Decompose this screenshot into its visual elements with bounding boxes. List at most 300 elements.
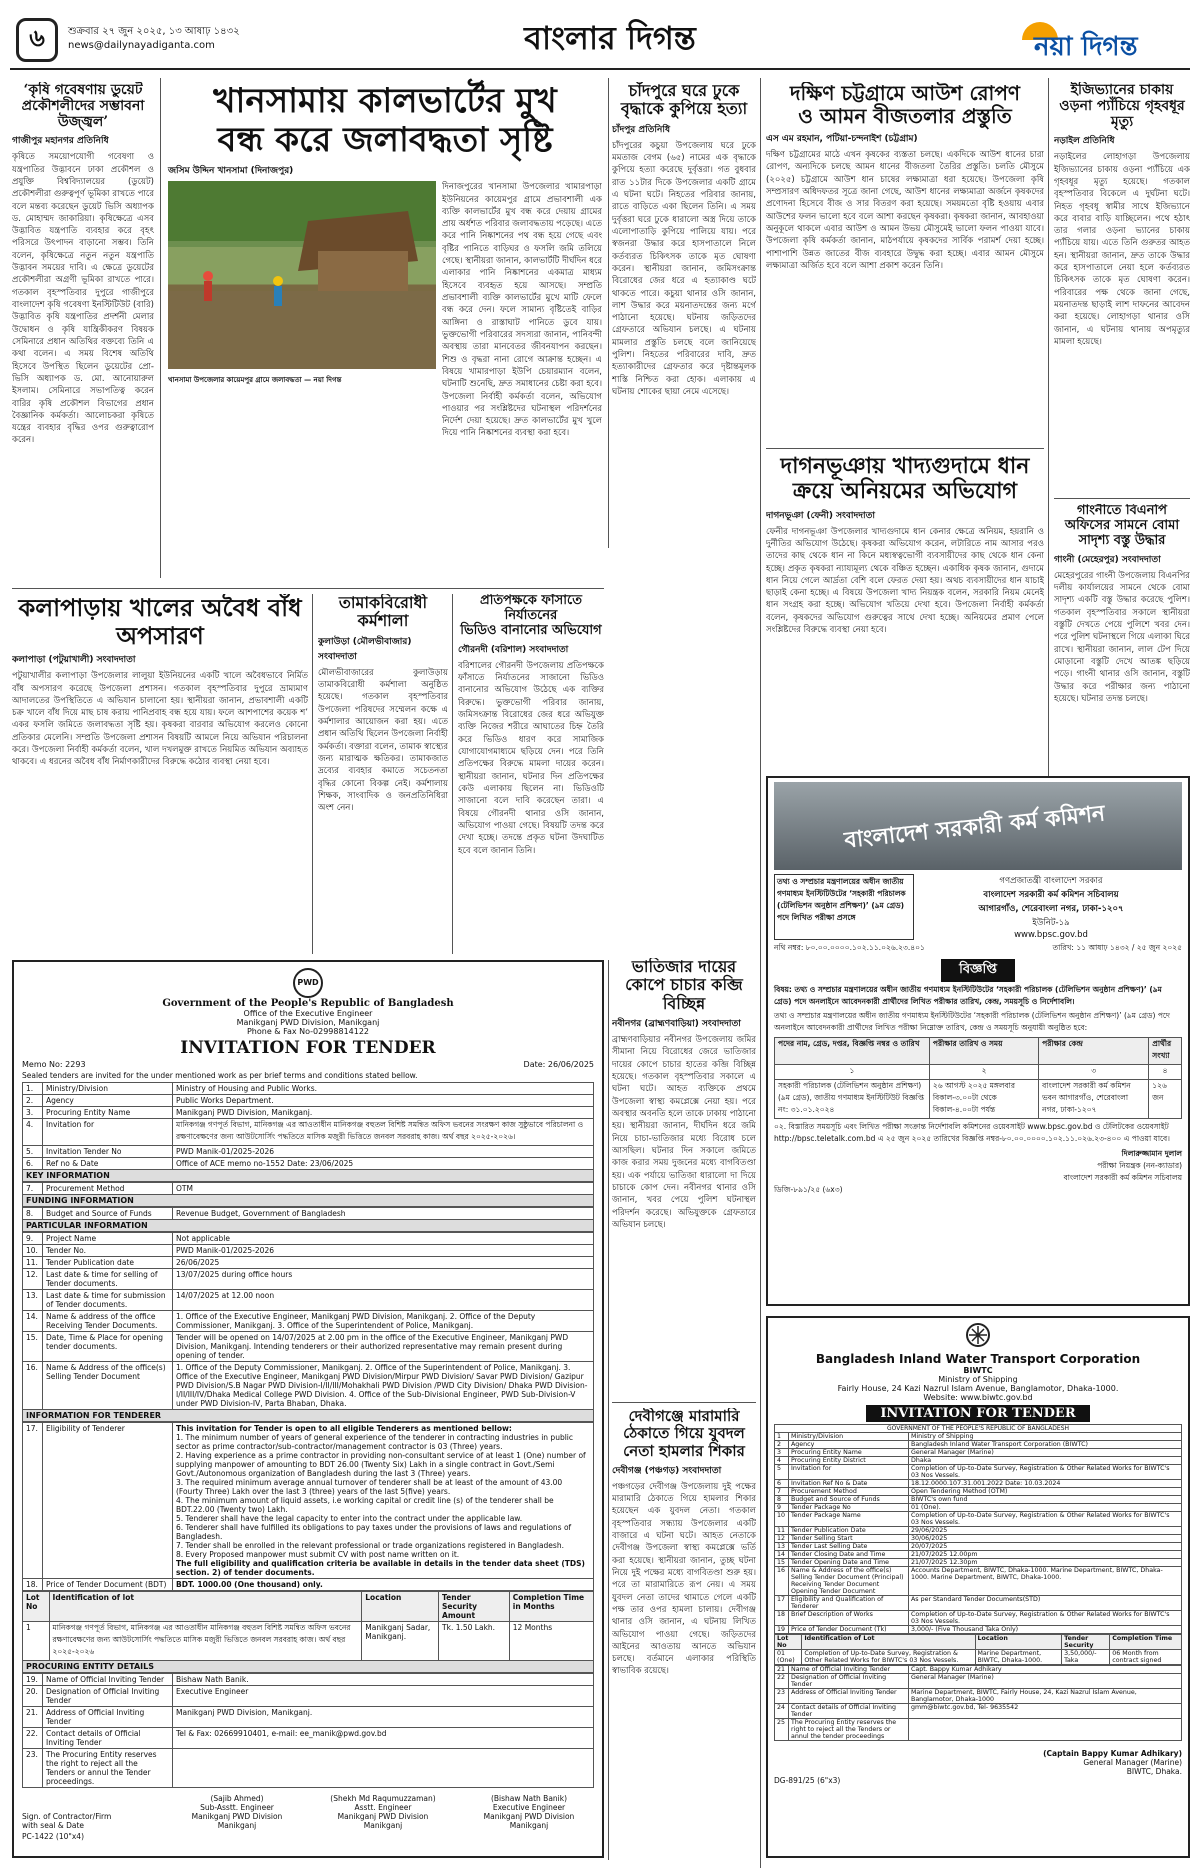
table-row <box>775 1543 1182 1551</box>
article-body: দিনাজপুরের খানসামা উপজেলার খামারপাড়া ইউনিয়নের কায়েমপুর গ্রামে প্রভাবশালী এক ব্যক্তি কালভার্টের মুখ বন্ধ করে দেয়ায় গ্রামের প্রায় অর্ধশত পরিবার জলাবদ্ধতায় পড়েছে। এতে করে পানি নিষ্কাশনের পথ বন্ধ হয়ে গেছে এবং বৃষ্টির পানিতে বাড়িঘর ও ফসলি জমি তলিয়ে গেছে। স্থানীয়রা জানান, কালভার্টটি দীর্ঘদিন ধরে এলাকার পানি নিষ্কাশনের একমাত্র মাধ্যম হিসেবে ব্যবহৃত হয়ে আসছে। সম্প্রতি প্রভাবশালী ব্যক্তি কালভার্টের মুখে মাটি ফেলে বন্ধ করে দেন। ফলে সামান্য বৃষ্টিতেই বাড়ির আঙ্গিনা ও রাস্তাঘাট পানিতে ডুবে যায়। ভুক্তভোগী পরিবারের সদস্যরা জানান, পানিবন্দী অবস্থায় তারা মানবেতর জীবনযাপন করছেন। শিশু ও বৃদ্ধরা নানা রোগে আক্রান্ত হচ্ছেন। এ বিষয়ে খামারপাড়া ইউপি চেয়ারম্যান বলেন, ঘটনাটি শুনেছি, দ্রুত সমাধানের চেষ্টা করা হবে। উপজেলা নির্বাহী কর্মকর্তা বলেন, অভিযোগ পাওয়ার পর সংশ্লিষ্টদের ঘটনাস্থল পরিদর্শনের নির্দেশ দেয়া হয়েছে। দ্রুত কালভার্টের মুখ খুলে দিয়ে পানি নিষ্কাশনের ব্যবস্থা করা হবে। <box>442 182 602 439</box>
table-row <box>775 1704 1182 1719</box>
org-web: www.bpsc.gov.bd <box>1014 930 1088 940</box>
table-row <box>775 1504 1182 1512</box>
article-body: মৌলভীবাজারের কুলাউড়ায় তামাকবিরোধী কর্মশালা অনুষ্ঠিত হয়েছে। গতকাল বৃহস্পতিবার উপজেলা পরিষদের সম্মেলন কক্ষে এ কর্মশালার আয়োজন করা হয়। এতে প্রধান অতিথি ছিলেন উপজেলা নির্বাহী কর্মকর্তা। বক্তারা বলেন, তামাক স্বাস্থ্যের জন্য মারাত্মক ক্ষতিকর। তামাকজাত দ্রব্যের ব্যবহার কমাতে সচেতনতা বৃদ্ধির কোনো বিকল্প নেই। কর্মশালায় শিক্ষক, সাংবাদিক ও জনপ্রতিনিধিরা অংশ নেন। <box>318 667 448 814</box>
price-label: Price of Tender Document (BDT) <box>43 1579 173 1591</box>
table-cell: 9 <box>775 1504 789 1512</box>
file-no: নথি নম্বর: ৮০.০০.০০০০.১০২.১১.০২৬.২৩.৪০১ <box>774 943 925 952</box>
table-cell: 18.12.0000.107.31.001.2022 Date: 10.03.2024 <box>909 1480 1182 1488</box>
particular-title: PARTICULAR INFORMATION <box>22 1220 594 1232</box>
bpsc-banner-text: বাংলাদেশ সরকারী কর্ম কমিশন <box>843 800 1107 854</box>
table-cell: 11. <box>23 1257 43 1269</box>
table-row <box>23 1233 594 1245</box>
headline-line-2: ভিডিও বানানোর অভিযোগ <box>460 622 602 638</box>
table-cell: 10. <box>23 1245 43 1257</box>
date-line: শুক্রবার ২৭ জুন ২০২৫, ১৩ আষাঢ় ১৪৩২ <box>68 26 240 37</box>
table-cell: 7. <box>23 1183 43 1195</box>
table-cell: Office of ACE memo no-1552 Date: 23/06/2025 <box>173 1158 594 1170</box>
table-row <box>775 1512 1182 1527</box>
eligibility-item: This invitation for Tender is open to all eligible Tenderers as mentioned bellow: <box>176 1424 512 1433</box>
newspaper-logo <box>1020 20 1190 60</box>
biwtc-main-table <box>774 1432 1182 1634</box>
table-cell: 1. Office of the Deputy Commissioner, Manikganj. 2. Office of the Superintendent of Police, Manikganj. 3. Office of the Executive Engineer, Manikganj PWD Division/Mirpur PWD Division/ Savar PWD Division/ Gazipur PWD Division/S.B Nagar PWD Division-I/II/III/Mohakhali PWD Division /PWD City Division/ Dhaka PWD Division-I/II/III/IV/Dhaka Medical College PWD Division. 4. Office of the Sub-Divisional Engineer, PWD Sub-Division-V under PWD Division-IV, Parta Bhaban, Dhaka. <box>173 1362 594 1410</box>
table-cell: Budget and Source of Funds <box>789 1496 909 1504</box>
table-cell: Tender Publication Date <box>789 1527 909 1535</box>
headline: ইজিভ্যানের চাকায় ওড়না প্যাঁচিয়ে গৃহবধূর মৃত্যু <box>1059 82 1185 131</box>
table-cell: Procurement Method <box>43 1183 173 1195</box>
table-cell: 18 <box>775 1611 789 1626</box>
signatory-title: Asstt. Engineer <box>354 1803 412 1812</box>
column-header: Tender Security <box>1062 1635 1110 1650</box>
headline-line-1: খানসামায় কালভার্টের মুখ <box>213 81 557 121</box>
table-cell: 29/06/2025 <box>909 1527 1182 1535</box>
tender-title: INVITATION FOR TENDER <box>180 1038 436 1058</box>
table-cell: Manikganj PWD Division, Manikganj. <box>173 1707 594 1728</box>
org-line-1: গণপ্রজাতন্ত্রী বাংলাদেশ সরকার <box>999 876 1103 886</box>
table-cell: Procurement Method <box>789 1488 909 1496</box>
table-cell: 7 <box>775 1488 789 1496</box>
entity-title: PROCURING ENTITY DETAILS <box>22 1661 594 1673</box>
table-cell: PWD Manik-01/2025-2026 <box>173 1146 594 1158</box>
table-cell: 4 <box>775 1457 789 1465</box>
gov-line-2: Office of the Executive Engineer <box>243 1009 373 1018</box>
table-cell: 21/07/2025 12.00pm <box>909 1551 1182 1559</box>
article-south-ctg <box>766 82 1044 442</box>
article-daganbhuiyan <box>766 454 1044 770</box>
article-izhijan <box>1054 82 1190 492</box>
notice-subject: বিষয়: তথ্য ও সম্প্রচার মন্ত্রণালয়ের অধীন জাতীয় গণমাধ্যম ইনস্টিটিউটের ‘সহকারী পরিচালক (টেলিভিশন অনুষ্ঠান প্রশিক্ষণ)’ (৯ম গ্রেড) পদে অনলাইনে আবেদনকারী প্রার্থীদের লিখিত পরীক্ষার তারিখ, কেন্দ্র, সময়সূচি ও নির্দেশাবলি। <box>774 985 1162 1006</box>
signatory-name: (Bishaw Nath Banik) <box>490 1794 568 1803</box>
table-header-row <box>775 1038 1182 1065</box>
table-cell: Tender Last Selling Date <box>789 1543 909 1551</box>
table-cell: 22 <box>775 1674 789 1689</box>
table-cell: Completion of Up-to-Date Survey, Registration & Other Related Works for BIWTC's 03 Nos Vessels. <box>909 1465 1182 1480</box>
table-cell: Tender No. <box>43 1245 173 1257</box>
table-cell: Address of Official Inviting Tender <box>789 1689 909 1704</box>
headline: তামাকবিরোধী কর্মশালা <box>338 594 428 631</box>
logo-text: নয়া দিগন্ত <box>1034 32 1138 62</box>
table-row <box>775 1080 1182 1119</box>
page-number-badge: ৬ <box>16 18 58 62</box>
table-cell: 01 (One) <box>775 1650 802 1665</box>
signatory-name: (Shekh Md Raqumuzzaman) <box>330 1794 436 1803</box>
notice-date: তারিখ: ১১ আষাঢ় ১৪৩২ / ২৫ জুন ২০২৫ <box>1052 943 1182 952</box>
table-row <box>23 1158 594 1170</box>
memo-date: Date: 26/06/2025 <box>523 1060 594 1069</box>
table-cell: 01 (One). <box>909 1504 1182 1512</box>
article-kalapara <box>12 594 308 954</box>
eligibility-item: The full eligibility and qualification criteria be available in details in the tender data sheet (TDS) section. 2) of tender documents. <box>176 1559 585 1577</box>
photo-caption: খানসামা উপজেলার কায়েমপুর গ্রামে জলাবদ্ধতা — নয়া দিগন্ত <box>168 376 342 384</box>
article-gangni <box>1054 504 1190 772</box>
table-row <box>775 1441 1182 1449</box>
section-title: বাংলার দিগন্ত <box>524 19 696 57</box>
signer-name: (Captain Bappy Kumar Adhikary) <box>1043 1749 1182 1758</box>
signatories <box>172 1794 594 1830</box>
table-cell: 12 Months <box>509 1622 593 1661</box>
ministry: Ministry of Shipping <box>938 1375 1018 1384</box>
table-cell: 23. <box>23 1749 43 1788</box>
gov-subheader: GOVERNMENT OF THE PEOPLE'S REPUBLIC OF BANGLADESH <box>774 1424 1182 1432</box>
pwd-entity-table <box>22 1673 594 1788</box>
table-cell: 15. <box>23 1332 43 1362</box>
signatory-office: Manikganj PWD Division Manikganj <box>337 1812 429 1830</box>
flood-photo <box>168 181 436 369</box>
byline: গৌরনদী (বরিশাল) সংবাদদাতা <box>458 644 569 655</box>
signatory-title: Sub-Asstt. Engineer <box>200 1803 274 1812</box>
table-cell: 15 <box>775 1559 789 1567</box>
table-cell: Tel & Fax: 02669910401, e-mail: ee_manik@pwd.gov.bd <box>173 1728 594 1749</box>
table-cell: 21. <box>23 1707 43 1728</box>
table-row <box>775 1626 1182 1634</box>
table-cell: Ref no & Date <box>43 1158 173 1170</box>
table-cell: Tender Package Name <box>789 1512 909 1527</box>
table-cell: Ministry/Division <box>789 1433 909 1441</box>
table-cell: Accounts Department, BIWTC, Dhaka-1000. Marine Department, BIWTC, Dhaka-1000. Marine Department, BIWTC, Dhaka-1000. <box>909 1567 1182 1596</box>
table-cell: 9. <box>23 1233 43 1245</box>
table-cell: 8. <box>23 1208 43 1220</box>
headline: ‘কৃষি গবেষণায় ডুয়েট প্রকৌশলীদের সম্ভাবনা উজ্জ্বল’ <box>21 82 145 131</box>
article-body: বরিশালের গৌরনদী উপজেলায় প্রতিপক্ষকে ফাঁসাতে নির্যাতনের সাজানো ভিডিও বানানোর অভিযোগ উঠেছে এক ব্যক্তির বিরুদ্ধে। ভুক্তভোগী পরিবার জানায়, জমিসংক্রান্ত বিরোধের জের ধরে অভিযুক্ত ব্যক্তি নিজের শরীরে আঘাতের চিহ্ন তৈরি করে ভিডিও ধারণ করে সামাজিক যোগাযোগমাধ্যমে ছড়িয়ে দেন। পরে তিনি প্রতিপক্ষের বিরুদ্ধে মামলা দায়ের করেন। স্থানীয়রা জানান, ঘটনার দিন প্রতিপক্ষের কেউ এলাকায় ছিলেন না। ভিডিওটি সাজানো বলে দাবি করেছেন তারা। এ বিষয়ে গৌরনদী থানার ওসি জানান, অভিযোগ পাওয়া গেছে। বিষয়টি তদন্ত করে দেখা হচ্ছে। তদন্তে প্রকৃত ঘটনা উদঘাটিত হবে বলে জানান তিনি। <box>458 660 604 856</box>
table-cell: Brief Description of Works <box>789 1611 909 1626</box>
table-cell: Tender will be opened on 14/07/2025 at 2.00 pm in the office of the Executive Engineer, Manikganj PWD Division, Manikganj. Intending tenderers or their authorized representative may remain present during opening of tender. <box>173 1332 594 1362</box>
table-cell: ২৬ আগস্ট ২০২৫ মঙ্গলবার বিকাল-৩.০০টা থেকে বিকাল-৪.০০টা পর্যন্ত <box>929 1080 1038 1119</box>
table-cell: 11 <box>775 1527 789 1535</box>
table-cell <box>909 1719 1182 1741</box>
table-row <box>23 1686 594 1707</box>
table-cell: Invitation Ref No & Date <box>789 1480 909 1488</box>
article-body: ফেনীর দাগনভূঞা উপজেলার খাদ্যগুদামে ধান কেনার ক্ষেত্রে অনিয়ম, হয়রানি ও দুর্নীতির অভিযোগ উঠেছে। কৃষকরা অভিযোগ করেন, লটারিতে নাম আসার পরও তাদের কাছ থেকে ধান না কিনে মধ্যস্বত্বভোগী ব্যবসায়ীদের কাছ থেকে ধান কেনা হচ্ছে। প্রকৃত কৃষকরা ন্যায্যমূল্য থেকে বঞ্চিত হচ্ছেন। একাধিক কৃষক জানান, গুদামে ধান নিয়ে গেলে আর্দ্রতা বেশি বলে ফেরত দেয়া হয়। অথচ ব্যবসায়ীদের ধান যাচাই ছাড়াই কেনা হচ্ছে। এ বিষয়ে উপজেলা খাদ্য নিয়ন্ত্রক বলেন, সরকারি নিয়ম মেনেই ধান সংগ্রহ করা হচ্ছে। অভিযোগ খতিয়ে দেখা হবে। উপজেলা নির্বাহী কর্মকর্তা বলেন, কৃষকদের অভিযোগ গুরুত্বের সাথে দেখা হচ্ছে। অনিয়মের প্রমাণ পেলে সংশ্লিষ্টদের বিরুদ্ধে ব্যবস্থা নেয়া হবে। <box>766 526 1044 636</box>
table-header-row <box>775 1635 1182 1650</box>
table-cell: 3,000/- (Five Thousand Taka Only) <box>909 1626 1182 1634</box>
byline: কুলাউড়া (মৌলভীবাজার) সংবাদদাতা <box>318 636 412 662</box>
table-row <box>775 1527 1182 1535</box>
table-cell: Name & Address of the office(s) Selling Tender Document <box>43 1362 173 1410</box>
article-body: চাঁদপুরের কচুয়া উপজেলায় ঘরে ঢুকে মমতাজ বেগম (৬৫) নামের এক বৃদ্ধাকে কুপিয়ে হত্যা করেছে দুর্বৃত্তরা। গত বুধবার রাত ১১টার দিকে উপজেলার একটি গ্রামে এ ঘটনা ঘটে। নিহতের পরিবার জানায়, রাতে বাড়িতে একা ছিলেন তিনি। এ সময় দুর্বৃত্তরা ঘরে ঢুকে ধারালো অস্ত্র দিয়ে তাকে এলোপাতাড়ি কুপিয়ে পালিয়ে যায়। পরে স্বজনরা উদ্ধার করে হাসপাতালে নিলে কর্তব্যরত চিকিৎসক তাকে মৃত ঘোষণা করেন। স্থানীয়রা জানান, জমিসংক্রান্ত বিরোধের জের ধরে এ হত্যাকাণ্ড ঘটে থাকতে পারে। কচুয়া থানার ওসি জানান, লাশ উদ্ধার করে ময়নাতদন্তের জন্য মর্গে পাঠানো হয়েছে। ঘটনায় জড়িতদের গ্রেফতারে অভিযান চলছে। এ ঘটনায় মামলার প্রস্তুতি চলছে বলে জানিয়েছে পুলিশ। নিহতের পরিবারের দাবি, দ্রুত হত্যাকারীদের গ্রেফতার করে দৃষ্টান্তমূলক শাস্তি নিশ্চিত করা হোক। এলাকায় এ ঘটনায় শোকের ছায়া নেমে এসেছে। <box>612 140 756 398</box>
table-cell: Ministry/Division <box>43 1083 173 1095</box>
biwtc-logo-icon <box>965 1322 991 1348</box>
table-cell: সহকারী পরিচালক (টেলিভিশন অনুষ্ঠান প্রশিক্ষণ) (৯ম গ্রেড), জাতীয় গণমাধ্যম ইনস্টিটিউট বিজ্ঞপ্তি নং: ৩১.০১.২০২৪ <box>775 1080 930 1119</box>
table-cell: Bangladesh Inland Water Transport Corporation (BIWTC) <box>909 1441 1182 1449</box>
table-cell: 5. <box>23 1146 43 1158</box>
table-cell: 1 <box>775 1433 789 1441</box>
table-cell: General Manager (Marine) <box>909 1449 1182 1457</box>
pwd-funding-table <box>22 1207 594 1220</box>
table-cell: Designation of Official Inviting Tender <box>43 1686 173 1707</box>
table-cell: 14. <box>23 1311 43 1332</box>
table-cell: 19. <box>23 1674 43 1686</box>
column-header: Identification of Lot <box>802 1635 975 1650</box>
flood-scene-icon <box>168 181 436 369</box>
table-row <box>23 1245 594 1257</box>
eligibility-item: 7. Tender shall be enrolled in the relevant professional or trade organizations registered in Bangladesh. <box>176 1541 564 1550</box>
column-header: Completion Time <box>1110 1635 1182 1650</box>
bpsc-banner <box>774 782 1182 870</box>
article-vatijar <box>612 958 756 1398</box>
table-row <box>23 1622 594 1661</box>
table-row <box>775 1650 1182 1665</box>
table-cell: 21/07/2025 12.30pm <box>909 1559 1182 1567</box>
byline: এস এম রহমান, পটিয়া-চন্দনাইশ (চট্টগ্রাম) <box>766 134 918 144</box>
table-cell: 19 <box>775 1626 789 1634</box>
table-row <box>775 1674 1182 1689</box>
table-cell: 2 <box>775 1441 789 1449</box>
table-row <box>775 1535 1182 1543</box>
gov-line-1: Government of the People's Republic of Bangladesh <box>162 998 454 1009</box>
table-row <box>775 1719 1182 1741</box>
memo-no: Memo No: 2293 <box>22 1060 86 1069</box>
column-header: Tender Security Amount <box>439 1592 510 1622</box>
headline-line-2: ক্রয়ে অনিয়মের অভিযোগ <box>792 478 1018 505</box>
headline-line-1: দক্ষিণ চট্টগ্রামে আউশ রোপণ <box>789 82 1021 105</box>
eligibility-item: 3. The required minimum average annual turnover of tenderer shall be at least of the amount of 43.00 (Fourty Three) Lakh over the last 3 (three) years of the last 5(five) years. <box>176 1478 563 1496</box>
tender-intro: Sealed tenders are invited for the under mentioned work as per brief terms and conditions stated bellow. <box>22 1071 418 1080</box>
table-cell: 14/07/2025 at 12.00 noon <box>173 1290 594 1311</box>
ad-code: DG-891/25 (6"x3) <box>774 1776 841 1785</box>
column-header: পদের নাম, গ্রেড, দপ্তর, বিজ্ঞপ্তি নম্বর ও তারিখ <box>775 1038 930 1065</box>
table-cell: Date, Time & Place for opening tender documents. <box>43 1332 173 1362</box>
article-body: দক্ষিণ চট্টগ্রামের মাঠে এখন কৃষকের ব্যস্ততা চলছে। একদিকে আউশ ধানের চারা রোপণ, অন্যদিকে চলছে আমন ধানের বীজতলা তৈরির প্রস্তুতি। চলতি মৌসুমে (২০২৫) চট্টগ্রামে আউশ ধান চাষের লক্ষ্যমাত্রা ধরা হয়েছে। উপজেলা কৃষি সম্প্রসারণ অধিদফতর সূত্রে জানা গেছে, আউশ ধানের লক্ষ্যমাত্রা অর্জনে কৃষকদের প্রণোদনা হিসেবে বীজ ও সার বিতরণ করা হয়েছে। সময়মতো বৃষ্টি হওয়ায় এবার আউশের ফলন ভালো হবে বলে আশা করছেন কৃষকরা। কৃষকরা জানান, আবহাওয়া অনুকূলে থাকলে এবার আউশ ও আমন উভয় মৌসুমেই ভালো ফলন পাওয়া যাবে। উপজেলা কৃষি কর্মকর্তা জানান, মাঠপর্যায়ে কৃষকদের সার্বিক পরামর্শ দেয়া হচ্ছে। পাশাপাশি উন্নত জাতের বীজ ব্যবহারে উদ্বুদ্ধ করা হচ্ছে। এবার আমন মৌসুমে লক্ষ্যমাত্রা অর্জিত হবে বলে আশা প্রকাশ করেন তিনি। <box>766 150 1044 271</box>
table-cell: 8 <box>775 1496 789 1504</box>
table-cell: 13/07/2025 during office hours <box>173 1269 594 1290</box>
article-khansama <box>168 82 602 582</box>
byline: নবীনগর (ব্রাহ্মণবাড়িয়া) সংবাদদাতা <box>612 1019 741 1030</box>
key-info-title: KEY INFORMATION <box>22 1170 594 1182</box>
website: Website: www.biwtc.gov.bd <box>923 1393 1033 1402</box>
table-row <box>23 1107 594 1119</box>
table-cell: 6. <box>23 1158 43 1170</box>
column-header: Identification of lot <box>49 1592 362 1622</box>
tender-title: INVITATION FOR TENDER <box>866 1405 1089 1422</box>
article-tobacco <box>318 594 448 954</box>
headline-line-1: দাগনভূঞায় খাদ্যগুদামে ধান <box>780 454 1030 479</box>
table-cell: Tender Publication date <box>43 1257 173 1269</box>
table-cell: Ministry of Housing and Public Works. <box>173 1083 594 1095</box>
headline: ভাতিজার দায়ের কোপে চাচার কব্জি বিচ্ছিন্ন <box>625 958 743 1013</box>
org-abbr: BIWTC <box>963 1366 993 1375</box>
headline-line-2: বন্ধ করে জলাবদ্ধতা সৃষ্টি <box>217 120 553 161</box>
table-row <box>23 1674 594 1686</box>
table-cell: 26/06/2025 <box>173 1257 594 1269</box>
column-header: Lot No <box>23 1592 50 1622</box>
table-cell: Invitation for <box>789 1465 909 1480</box>
table-cell: 25 <box>775 1719 789 1741</box>
table-row <box>775 1689 1182 1704</box>
signatory-name: (Sajib Ahmed) <box>210 1794 264 1803</box>
biwtc-entity-table <box>774 1665 1182 1741</box>
table-row <box>775 1559 1182 1567</box>
table-row <box>775 1611 1182 1626</box>
byline: দেবীগঞ্জ (পঞ্চগড়) সংবাদদাতা <box>612 1465 722 1476</box>
table-cell: 20. <box>23 1686 43 1707</box>
table-cell: 16 <box>775 1567 789 1596</box>
table-row <box>775 1449 1182 1457</box>
table-number-row <box>775 1065 1182 1080</box>
eligibility-item: 2. Having experience as a prime contractor in providing non-consultant service of at least 1 (One) number of supplying manpower of amounting to BDT 26.00 (Twenty Six) Lakh in a single contract in Govt./Semi Govt./Autonomous organization of Bangladesh during the last 3 (Three) years. <box>176 1451 586 1478</box>
table-cell: Tender Package No <box>789 1504 909 1512</box>
table-row <box>23 1749 594 1788</box>
table-cell: Contact details of Official Inviting Tender <box>43 1728 173 1749</box>
bpsc-ad <box>766 776 1190 1306</box>
signatory <box>318 1794 448 1830</box>
funding-title: FUNDING INFORMATION <box>22 1195 594 1207</box>
bpsc-left-text: তথ্য ও সম্প্রচার মন্ত্রণালয়ের অধীন জাতীয় গণমাধ্যম ইনস্টিটিউটের ‘সহকারী পরিচালক (টেলিভিশন অনুষ্ঠান প্রশিক্ষণ)’ (৯ম গ্রেড) পদে লিখিত পরীক্ষা প্রসঙ্গে <box>774 874 914 940</box>
column-header: Location <box>975 1635 1062 1650</box>
contractor-sign-note: Sign. of Contractor/Firm with seal & Date <box>22 1812 112 1830</box>
article-body: কৃষিতে সময়োপযোগী গবেষণা ও যন্ত্রপাতির উদ্ভাবনে ঢাকা প্রকৌশল ও প্রযুক্তি বিশ্ববিদ্যালয়ের (ডুয়েট) প্রকৌশলীরা গুরুত্বপূর্ণ ভূমিকা রাখতে পারে বলে মন্তব্য করেছেন ডুয়েট ভিসি অধ্যাপক ড. মোহাম্মদ জাকারিয়া। কৃষিক্ষেত্রে এসব উদ্ভাবিত যন্ত্রপাতি ব্যবহার করে বৃহৎ পরিসরে উৎপাদন বাড়ানো সম্ভব। তিনি বলেন, কৃষিক্ষেত্রে নতুন নতুন যন্ত্রপাতি উদ্ভাবন সময়ের দাবি। এ ক্ষেত্রে ডুয়েটের প্রকৌশলীরা অগ্রণী ভূমিকা রাখতে পারে। গতকাল বৃহস্পতিবার দুপুরে গাজীপুরে বাংলাদেশ কৃষি গবেষণা ইনস্টিটিউট (বারি) উদ্ভাবিত কৃষি যন্ত্রপাতির প্রদর্শনী মেলার উদ্বোধন ও কৃষি যান্ত্রিকীকরণ বিষয়ক সেমিনারে প্রধান অতিথির বক্তব্যে তিনি এ কথা বলেন। এ সময় বিশেষ অতিথি হিসেবে উপস্থিত ছিলেন ডুয়েটের প্রো-ভিসি অধ্যাপক ড. মো. আনোয়ারুল ইসলাম। সেমিনারে সভাপতিত্ব করেন বারির কৃষি প্রকৌশল বিভাগের প্রধান বৈজ্ঞানিক কর্মকর্তা। আলোচকরা কৃষিতে যন্ত্রের ব্যবহার বৃদ্ধির ওপর গুরুত্বারোপ করেন। <box>12 152 154 446</box>
table-row <box>23 1290 594 1311</box>
table-row <box>23 1728 594 1749</box>
gov-line-4: Phone & Fax No-02998814122 <box>246 1027 370 1036</box>
table-cell: Name of Official Inviting Tender <box>789 1666 909 1674</box>
signer-name: দিলারুজ্জামান দুলাল <box>1121 1149 1182 1158</box>
table-cell: Tender Closing Date and Time <box>789 1551 909 1559</box>
table-cell: Revenue Budget, Government of Bangladesh <box>173 1208 594 1220</box>
headline: চাঁদপুরে ঘরে ঢুকে বৃদ্ধাকে কুপিয়ে হত্যা <box>620 82 748 119</box>
byline: গাজীপুর মহানগর প্রতিনিধি <box>12 136 109 147</box>
article-body: ব্রাহ্মণবাড়িয়ার নবীনগর উপজেলায় জমির সীমানা নিয়ে বিরোধের জেরে ভাতিজার দায়ের কোপে চাচার হাতের কব্জি বিচ্ছিন্ন হয়েছে। গতকাল বৃহস্পতিবার সকালে এ ঘটনা ঘটে। আহত ব্যক্তিকে প্রথমে উপজেলা স্বাস্থ্য কমপ্লেক্সে নেয়া হয়। পরে অবস্থার অবনতি হলে তাকে ঢাকায় পাঠানো হয়। স্থানীয়রা জানান, দীর্ঘদিন ধরে জমি নিয়ে চাচা-ভাতিজার মধ্যে বিরোধ চলে আসছিল। ঘটনার দিন সকালে জমিতে কাজ করার সময় দুজনের মধ্যে বাগবিতণ্ডা হয়। এক পর্যায়ে ভাতিজা ধারালো দা দিয়ে চাচাকে কোপ দেন। নবীনগর থানার ওসি জানান, খবর পেয়ে পুলিশ ঘটনাস্থল পরিদর্শন করেছে। অভিযুক্তকে গ্রেফতারে অভিযান চলছে। <box>612 1035 756 1230</box>
byline: দাগনভূঞা (ফেনী) সংবাদদাতা <box>766 510 875 521</box>
byline: কলাপাড়া (পটুয়াখালী) সংবাদদাতা <box>12 655 136 666</box>
headline-line-1: প্রতিপক্ষকে ফাঁসাতে নির্যাতনের <box>480 594 582 623</box>
table-row <box>775 1433 1182 1441</box>
table-cell: 3 <box>775 1449 789 1457</box>
ad-code: ডিজি-৮৯১/২৫ (৬x৩) <box>774 1185 843 1194</box>
column-number: ৩ <box>1039 1065 1149 1080</box>
table-cell: Bishaw Nath Banik. <box>173 1674 594 1686</box>
table-cell: 4. <box>23 1119 43 1146</box>
table-cell: Agency <box>789 1441 909 1449</box>
table-cell: Price of Tender Document (Tk) <box>789 1626 909 1634</box>
table-cell: Open Tendering Method (OTM) <box>909 1488 1182 1496</box>
article-agri <box>12 82 154 588</box>
pwd-lot-table <box>22 1591 594 1661</box>
eligibility-item: 5. Tenderer shall have the legal capacity to enter into the contract under the applicable law. <box>176 1514 523 1523</box>
table-cell: মানিকগঞ্জ গণপূর্ত বিভাগ, মানিকগঞ্জ এর আওতাধীন মানিকগঞ্জ বহুতল বিশিষ্ট সমন্বিত অফিস ভবনের রক্ষণাবেক্ষণের জন্য আউটসোর্সিং পদ্ধতিতে মাসিক মজুরী ভিত্তিতে জনবল সরবরাহ কাজ। অর্থ বছর ২০২৫-২০২৬ <box>49 1622 362 1661</box>
org-line-3: আগারগাঁও, শেরেবাংলা নগর, ঢাকা-১২০৭ <box>978 904 1124 914</box>
notice-intro: তথ্য ও সম্প্রচার মন্ত্রণালয়ের অধীন জাতীয় গণমাধ্যম ইনস্টিটিউটের ‘সহকারী পরিচালক (টেলিভিশন অনুষ্ঠান প্রশিক্ষণ)’ (৯ম গ্রেড) পদে অনলাইনে আবেদনকারী প্রার্থীদের লিখিত পরীক্ষা নিম্নোক্ত তারিখ, কেন্দ্র ও সময়সূচি অনুযায়ী অনুষ্ঠিত হবে: <box>774 1011 1170 1032</box>
table-row <box>23 1183 594 1195</box>
table-row <box>23 1095 594 1107</box>
biwtc-tender-ad <box>766 1316 1190 1858</box>
table-row <box>775 1596 1182 1611</box>
table-row <box>23 1311 594 1332</box>
table-cell: Address of Official Inviting Tender <box>43 1707 173 1728</box>
price-value: BDT. 1000.00 (One thousand) only. <box>173 1579 594 1591</box>
table-row <box>23 1208 594 1220</box>
table-cell: Tender Opening Date and Time <box>789 1559 909 1567</box>
table-cell: 23 <box>775 1689 789 1704</box>
pwd-tender-ad <box>12 960 604 1858</box>
article-opposition <box>458 594 604 954</box>
table-cell: The Procuring Entity reserves the right to reject all the Tenders or annul the tender proceedings <box>789 1719 909 1741</box>
eligibility-item: 1. The minimum number of years of general experience of the tenderer in contracting industries in public sector as prime contractor/sub-contractor/management contractor is 03 (Three) years. <box>176 1433 573 1451</box>
eligibility-item: 6. Tenderer shall have fulfilled its obligations to pay taxes under the provisions of laws and regulations of Bangladesh. <box>176 1523 572 1541</box>
eligibility-item: 8. Every Proposed manpower must submit CV with post name written on it. <box>176 1550 460 1559</box>
signer-office: BIWTC, Dhaka. <box>1126 1767 1182 1776</box>
table-cell: 24 <box>775 1704 789 1719</box>
table-cell: Completion of Up-to-Date Survey, Registration & Other Related Works for BIWTC's 03 Nos Vessels. <box>802 1650 975 1665</box>
table-row <box>775 1480 1182 1488</box>
column-number: ১ <box>775 1065 930 1080</box>
table-cell: 21 <box>775 1666 789 1674</box>
signatory-title: Executive Engineer <box>492 1803 566 1812</box>
org-line-2: বাংলাদেশ সরকারী কর্ম কমিশন সচিবালয় <box>983 890 1119 900</box>
table-cell: Last date & time for selling of Tender documents. <box>43 1269 173 1290</box>
byline: নড়াইল প্রতিনিধি <box>1054 136 1115 147</box>
table-cell: 3. <box>23 1107 43 1119</box>
table-header-row <box>23 1592 594 1622</box>
table-cell: Completion of Up-to-Date Survey, Registration & Other Related Works for BIWTC's 03 Nos Vessels. <box>909 1512 1182 1527</box>
table-cell: 30/06/2025 <box>909 1535 1182 1543</box>
table-cell: Procuring Entity Name <box>43 1107 173 1119</box>
table-cell: Invitation for <box>43 1119 173 1146</box>
article-chandpur <box>612 82 756 952</box>
table-row <box>23 1146 594 1158</box>
pwd-particular-table <box>22 1232 594 1410</box>
column-header: Lot No <box>775 1635 802 1650</box>
table-cell: 13. <box>23 1290 43 1311</box>
pwd-key-table <box>22 1182 594 1195</box>
byline: জসিম উদ্দিন খানসামা (দিনাজপুর) <box>168 166 294 177</box>
table-cell: 12 <box>775 1535 789 1543</box>
table-row <box>775 1488 1182 1496</box>
table-cell: Tender Selling Start <box>789 1535 909 1543</box>
column-header: Completion Time in Months <box>509 1592 593 1622</box>
table-row <box>23 1362 594 1410</box>
signatory-office: Manikganj PWD Division Manikganj <box>191 1812 283 1830</box>
table-row <box>23 1707 594 1728</box>
headline-line-2: ও আমন বীজতলার প্রস্তুতি <box>798 104 1012 128</box>
table-cell: 1 <box>23 1622 50 1661</box>
signer-office: বাংলাদেশ সরকারী কর্ম কমিশন সচিবালয় <box>1063 1173 1182 1182</box>
table-row <box>23 1269 594 1290</box>
table-row <box>775 1666 1182 1674</box>
table-cell: 2. <box>23 1095 43 1107</box>
pwd-logo: PWD <box>293 968 323 998</box>
column-header: পরীক্ষার তারিখ ও সময় <box>929 1038 1038 1065</box>
table-cell: The Procuring Entity reserves the right to reject all the Tenders or annul the Tender proceedings. <box>43 1749 173 1788</box>
headline: কলাপাড়ায় খালের অবৈধ বাঁধ অপসারণ <box>18 594 302 650</box>
table-cell: বাংলাদেশ সরকারী কর্ম কমিশন ভবন আগারগাঁও, শেরেবাংলা নগর, ঢাকা-১২০৭ <box>1039 1080 1149 1119</box>
table-cell: Dhaka <box>909 1457 1182 1465</box>
table-cell: Name & Address of the office(s) Selling Tender Document (Principal) Receiving Tender Document Opening Tender Document <box>789 1567 909 1596</box>
table-cell: Completion of Up-to-Date Survey, Registration & Other Related Works for BIWTC's 03 Nos Vessels. <box>909 1611 1182 1626</box>
table-row <box>23 1257 594 1269</box>
gov-line-3: Manikganj PWD Division, Manikganj <box>236 1018 380 1027</box>
org-line-4: ইউনিট-১৯ <box>1032 918 1070 928</box>
column-header: প্রার্থীর সংখ্যা <box>1149 1038 1182 1065</box>
pwd-main-table <box>22 1082 594 1170</box>
table-row <box>23 1119 594 1146</box>
table-row <box>23 1083 594 1095</box>
table-cell: 20/07/2025 <box>909 1543 1182 1551</box>
pwd-eligibility-table: 17. Eligibility of Tenderer This invitation for Tender is open to all eligible Tenderers as mentioned bellow: 1. The minimum number of years of general experience of the tenderer in contracting industries in public sector as prime contractor/sub-contractor/management contractor is 03 (Three) years. 2. Having experience as a prime contractor in providing non-consultant service of at least 1 (One) number of supplying manpower of amounting to BDT 26.00 (Twenty Six) Lakh in a single contract in Govt./Semi Govt./Autonomous organization of Bangladesh during the last 3 (Three) years. 3. The required minimum average annual turnover of tenderer shall be at least of the amount of 43.00 (Fourty Three) Lakh over the last 3 (three) years of the last 5(five) years. 4. The minimum amount of liquid assets, i.e working capital or credit line (s) of the tenderer shall be BDT.22.00 (Twenty two) Lakh. 5. Tenderer shall have the legal capacity to enter into the contract under the applicable law. 6. Tenderer shall have fulfilled its obligations to pay taxes under the provisions of laws and regulations of Bangladesh. 7. Tender shall be enrolled in the relevant professional or trade organizations registered in Bangladesh. 8. Every Proposed manpower must submit CV with post name written on it. The full eligibility and qualification criteria be available in details in the tender data sheet (TDS) section. 2) of tender documents. 18. Price of Tender Document (BDT) BDT. 1000.00 (One thousand) only. <box>22 1422 594 1591</box>
table-cell: ১২৬ জন <box>1149 1080 1182 1119</box>
table-row <box>775 1457 1182 1465</box>
signatory-office: Manikganj PWD Division Manikganj <box>483 1812 575 1830</box>
table-cell: Last date & time for submission of Tender documents. <box>43 1290 173 1311</box>
table-row <box>23 1332 594 1362</box>
page-header <box>10 10 1190 70</box>
table-cell: Manikganj Sadar, Manikganj. <box>362 1622 439 1661</box>
table-row <box>775 1551 1182 1559</box>
notice-para-2: ০২. বিস্তারিত সময়সূচি এবং লিখিত পরীক্ষা সংক্রান্ত নির্দেশাবলি কমিশনের ওয়েবসাইট www.bpsc.gov.bd ও টেলিটকের ওয়েবসাইট http://bpsc.teletalk.com.bd এ ২৫ জুন ২০২৫ তারিখের বিজ্ঞপ্তি নম্বর-৮০.০০.০০০০.১০২.১১.০২৬.২৩-৪০০ এ পাওয়া যাবে। <box>774 1122 1170 1143</box>
table-cell: General Manager (Marine) <box>909 1674 1182 1689</box>
table-cell: BIWTC's own fund <box>909 1496 1182 1504</box>
eligibility-item: 4. The minimum amount of liquid assets, i.e working capital or credit line (s) of the tenderer shall be BDT.22.00 (Twenty two) Lakh. <box>176 1496 554 1514</box>
table-cell: 14 <box>775 1551 789 1559</box>
